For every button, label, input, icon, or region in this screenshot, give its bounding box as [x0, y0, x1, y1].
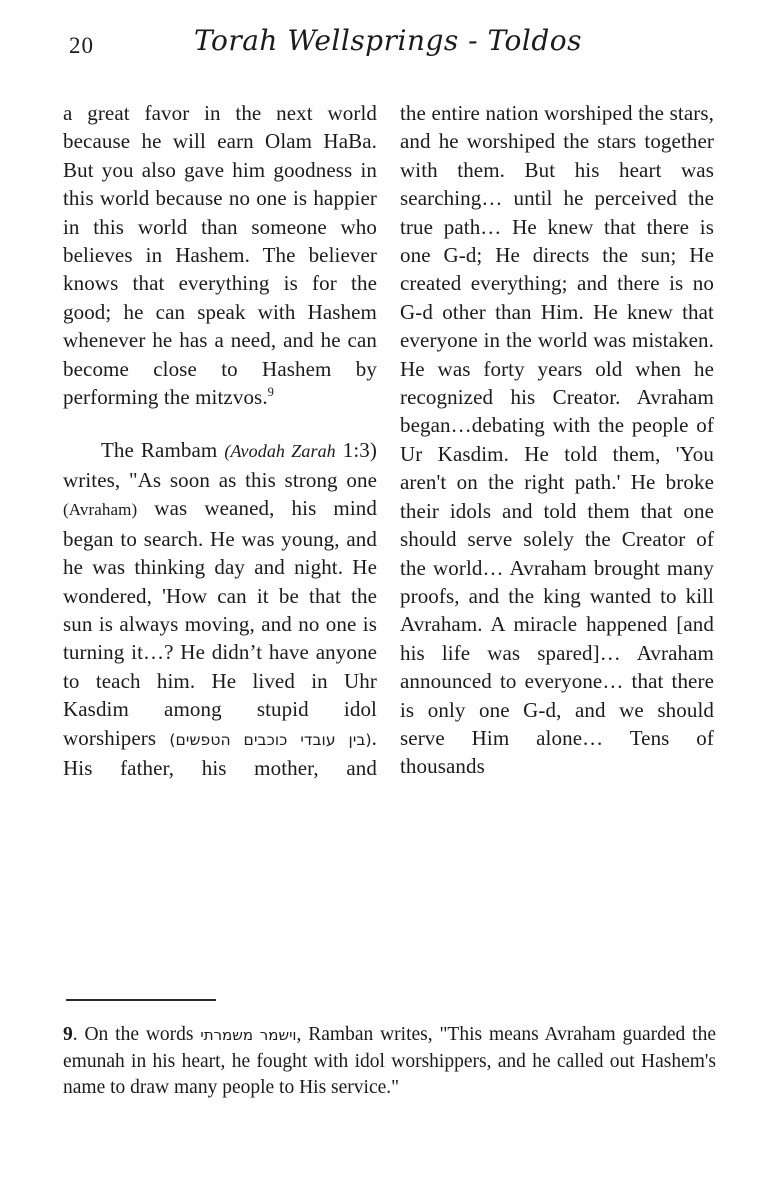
column-left	[63, 99, 377, 782]
paragraph	[400, 99, 714, 781]
footnote-text	[63, 1024, 716, 1098]
page-title: Torah Wellsprings - Toldos	[193, 24, 583, 57]
text-segment: The Rambam	[101, 438, 225, 463]
text-segment: was weaned, his mind began to search. He was young, and he was thinking day and night. He wondered, 'How can it be that the sun is always moving, and no one is turning it…? He didn’t have anyone to teach him. He lived in Uhr Kasdim among stupid idol worshipers	[63, 496, 377, 750]
text-segment-hebrew: (בין עובדי כוכבים הטפשים)	[169, 730, 372, 749]
footnote-divider	[66, 999, 216, 1001]
text-segment: . His father, his mother, and	[63, 725, 377, 780]
text-segment-small: (Avraham)	[63, 500, 138, 520]
text-segment-hebrew: וישמר משמרתי	[200, 1026, 297, 1044]
page-number: 20	[69, 33, 94, 58]
column-right	[400, 99, 714, 782]
text-segment: 1:3) writes, "As soon as this strong one	[63, 438, 377, 492]
paragraph	[63, 436, 377, 782]
text-segment: a great favor in the next world because he will earn Olam HaBa. But you also gave him goodness in this world because no one is happier in this world than someone who believes in Hashem. The believer knows that everything is for the good; he can speak with Hashem whenever he has a need, and he can become close to Hashem by performing the mitzvos.	[63, 101, 377, 410]
footnote-marker: 9	[63, 1024, 73, 1045]
text-segment-sup: 9	[267, 385, 275, 400]
text-segment: , Ramban writes, "This means Avraham guarded the emunah in his heart, he fought with idol worshippers, and he called out Hashem's name to draw many people to His service."	[63, 1024, 716, 1098]
text-columns	[63, 99, 715, 782]
footnote	[63, 1022, 716, 1102]
text-segment-cite: (Avodah Zarah	[224, 441, 336, 462]
page-header	[63, 24, 713, 72]
text-segment: the entire nation worshiped the stars, and he worshiped the stars together with them. But his heart was searching… until he perceived the true path… He knew that there is one G-d; He directs the sun; He created everything; and there is no G-d other than Him. He knew that everyone in the world was mistaken. He was forty years old when he recognized his Creator. Avraham began…debating with the people of Ur Kasdim. He told them, 'You aren't on the right path.' He broke their idols and told them that one should serve solely the Creator of the world… Avraham brought many proofs, and the king wanted to kill Avraham. A miracle happened [and his life was spared]… Avraham announced to everyone… that there is only one G-d, and we should serve Him alone… Tens of thousands	[400, 101, 714, 779]
text-segment: . On the words	[72, 1024, 201, 1045]
paragraph	[63, 99, 377, 411]
